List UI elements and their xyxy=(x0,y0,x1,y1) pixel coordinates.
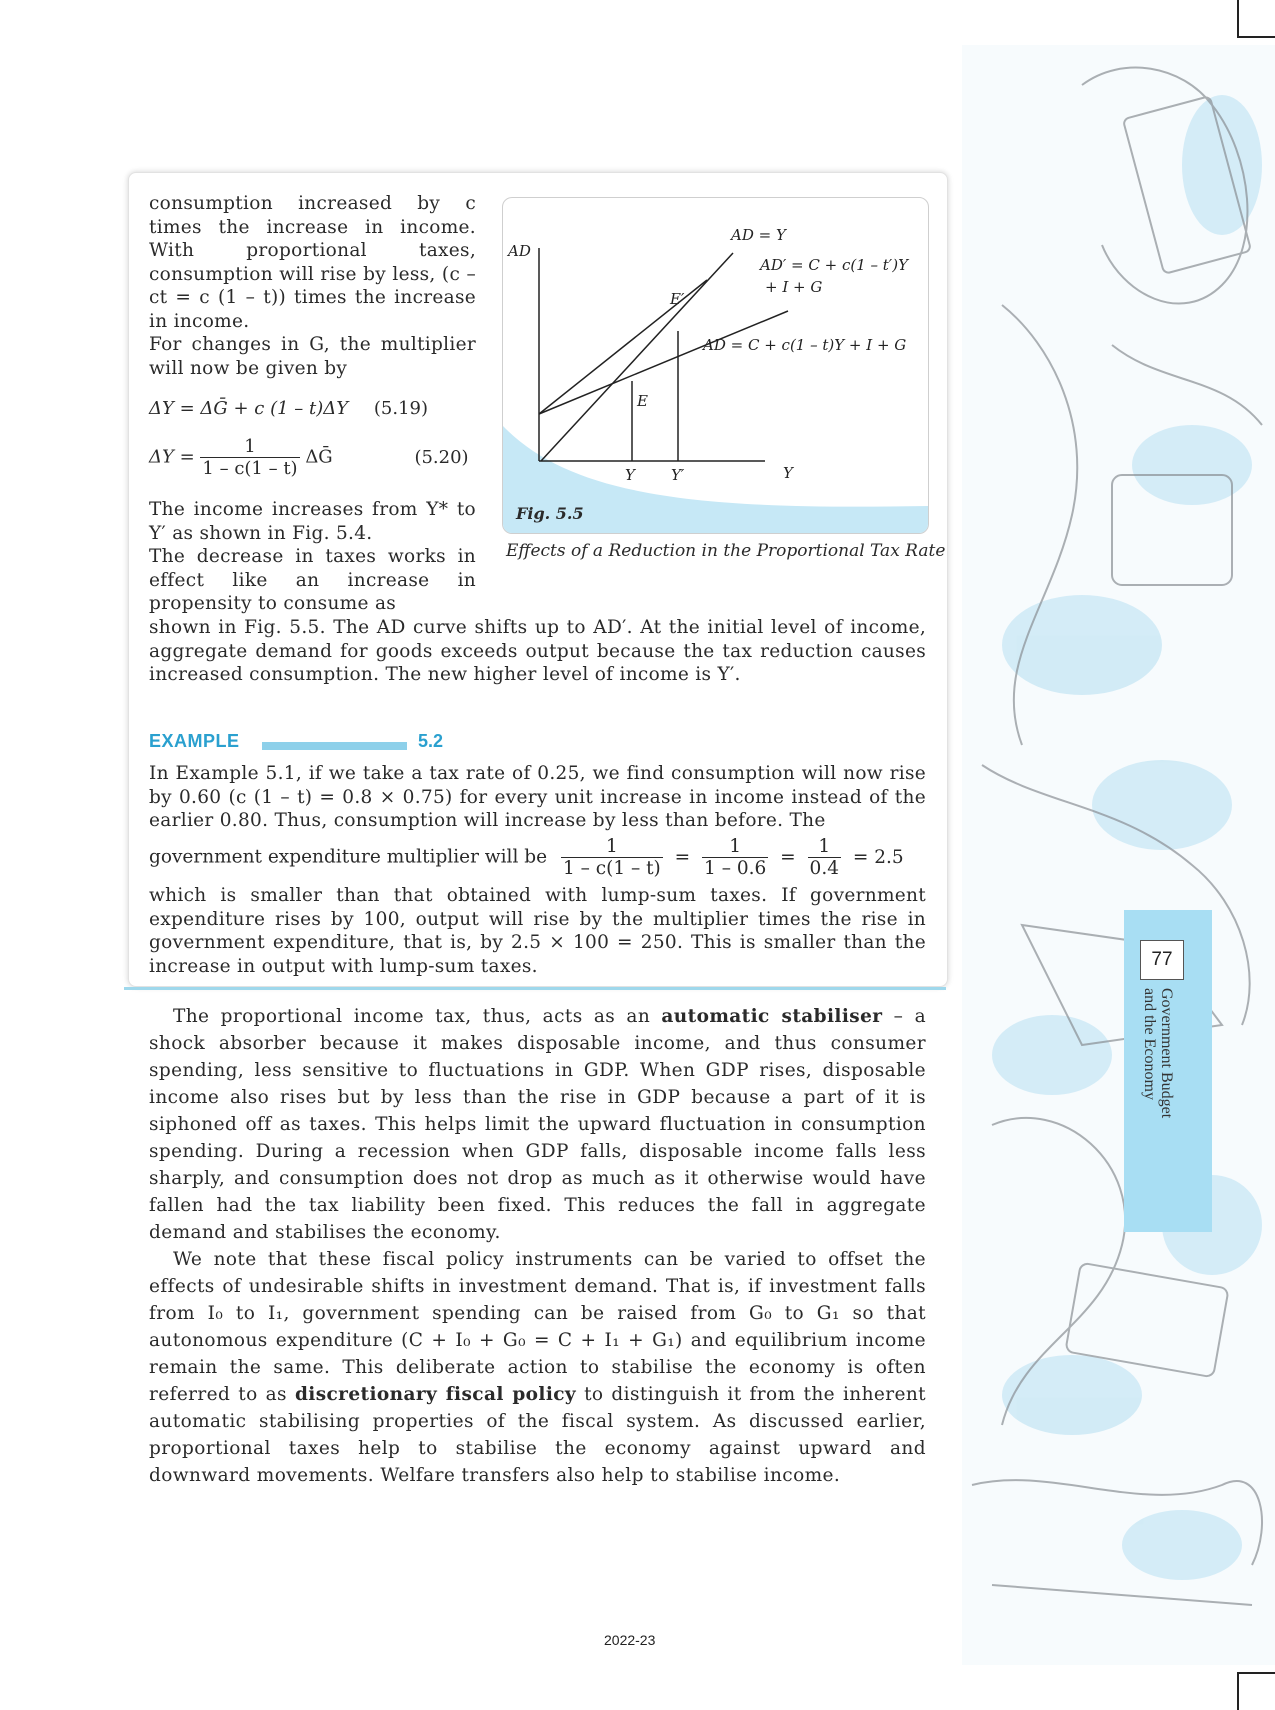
equation-5-20-fraction xyxy=(200,436,299,479)
footer-year: 2022-23 xyxy=(604,1632,656,1648)
paragraph-2-rest: to distinguish it from the inherent automatic stabilising properties of the fiscal system. As discussed earlier, proportional taxes help to stabilise the economy against upward and downward movements. Welfare transfers also help to stabilise income. xyxy=(149,1384,927,1486)
equation-5-19-body: ΔY = ΔḠ + c (1 – t)ΔY xyxy=(149,398,349,419)
paragraph-tax-decrease: The decrease in taxes works in effect like an increase in propensity to consume as xyxy=(149,546,476,614)
chapter-title-line-1: Government Budget xyxy=(1158,988,1175,1119)
term-automatic-stabiliser: automatic stabiliser xyxy=(661,1006,883,1027)
example-fraction-3-num: 1 xyxy=(818,836,831,857)
paragraph-1-lead: The proportional income tax, thus, acts as an xyxy=(173,1006,651,1027)
example-equals-1: = xyxy=(674,846,691,868)
term-discretionary-fiscal-policy: discretionary fiscal policy xyxy=(294,1384,577,1405)
continuation-text xyxy=(149,616,926,687)
example-text-bottom xyxy=(149,884,926,978)
label-ad-prime-line2: + I + G xyxy=(765,278,823,296)
example-number: 5.2 xyxy=(418,731,444,751)
example-paragraph-1: In Example 5.1, if we take a tax rate of 0.25, we find consumption will now rise by 0.60 (c (1 – t) = 0.8 × 0.75) for every unit increase in income instead of the earlier 0.80. Thus, consumption will increase by less than before. The xyxy=(149,763,926,831)
paragraph-income-increase: The income increases from Y* to Y′ as shown in Fig. 5.4. xyxy=(149,499,476,544)
equation-5-20-denominator: 1 – c(1 – t) xyxy=(202,458,298,479)
example-fraction-2-num: 1 xyxy=(729,836,742,857)
crop-mark-bottom-right xyxy=(1237,1672,1275,1710)
left-column-text xyxy=(149,192,476,380)
chapter-title xyxy=(1141,988,1175,1188)
example-text-top xyxy=(149,762,926,833)
paragraph-1-rest: – a shock absorber because it makes disposable income, and thus consumer spending, less sensitive to fluctuations in GDP. When GDP rises, disposable income also rises but by less than the rise in GDP because a part of it is siphoned off as taxes. This helps limit the upward fluctuation in consumption spending. During a recession when GDP falls, disposable income falls less sharply, and consumption does not drop as much as it otherwise would have fallen had the tax liability been fixed. This reduces the fall in aggregate demand and stabilises the economy. xyxy=(149,1006,926,1243)
paragraph-automatic-stabiliser xyxy=(149,1003,926,1246)
paragraph-changes-in-g: For changes in G, the multiplier will now be given by xyxy=(149,334,476,379)
figure-5-5-panel xyxy=(502,197,929,534)
body-text xyxy=(149,1003,926,1489)
tick-label-y-prime: Y′ xyxy=(671,466,685,484)
example-fraction-3 xyxy=(808,836,841,879)
equation-5-19-number: (5.19) xyxy=(373,398,429,419)
paragraph-multiplier-intro: consumption increased by c times the increase in income. With proportional taxes, consumption will rise by less, (c – ct = c (1 – t)) times the increase in income. xyxy=(149,193,476,332)
equation-5-20-tail: ΔḠ xyxy=(305,446,333,468)
example-heading: EXAMPLE xyxy=(149,731,240,751)
page-number: 77 xyxy=(1140,940,1184,980)
example-equals-2: = xyxy=(780,846,796,868)
equation-5-19 xyxy=(149,398,428,419)
example-heading-bar xyxy=(262,742,407,750)
line-ad-equals-y xyxy=(541,253,733,461)
paragraph-ad-shift: shown in Fig. 5.5. The AD curve shifts up to AD′. At the initial level of income, aggregate demand for goods exceeds output because the tax reduction causes increased consumption. The new higher level of income is Y′. xyxy=(149,617,926,685)
example-result: = 2.5 xyxy=(852,846,904,868)
paragraph-discretionary-policy xyxy=(149,1246,926,1489)
example-multiplier-lead: government expenditure multiplier will be xyxy=(149,846,548,868)
label-ad-equals-y: AD = Y xyxy=(731,226,786,244)
margin-illustration xyxy=(962,45,1275,1665)
example-multiplier-equation xyxy=(149,836,904,879)
paragraph-2-lead: We note that these fiscal policy instruments can be varied to offset the effects of undesirable shifts in investment demand. That is, if investment falls from I₀ to I₁, government spending can be raised from G₀ to G₁ so that autonomous expenditure (C + I₀ + G₀ = C + I₁ + G₁) and equilibrium income remain the same. This deliberate action to stabilise the economy is often referred to as xyxy=(149,1249,926,1405)
example-fraction-2 xyxy=(702,836,768,879)
label-y-axis: Y xyxy=(783,464,793,482)
left-column-lower-text xyxy=(149,498,476,616)
example-paragraph-3: which is smaller than that obtained with lump-sum taxes. If government expenditure rises by 100, output will rise by the multiplier times the rise in government expenditure, that is, by 2.5 × 100 = 250. This is smaller than the increase in output with lump-sum taxes. xyxy=(149,885,926,977)
figure-label: Fig. 5.5 xyxy=(516,504,584,523)
example-fraction-1 xyxy=(561,836,663,879)
label-ad-prime-line1: AD′ = C + c(1 – t′)Y xyxy=(760,256,908,274)
example-fraction-1-den: 1 – c(1 – t) xyxy=(562,858,661,879)
label-point-e: E xyxy=(637,392,648,410)
line-ad-initial xyxy=(539,311,788,414)
chapter-title-line-2: and the Economy xyxy=(1141,988,1158,1100)
example-fraction-3-den: 0.4 xyxy=(809,858,839,879)
equation-5-20-numerator: 1 xyxy=(244,436,256,457)
label-point-e-prime: E′ xyxy=(670,290,685,308)
equation-5-20 xyxy=(149,436,469,479)
example-fraction-1-num: 1 xyxy=(605,836,618,857)
figure-caption: Effects of a Reduction in the Proportional Tax Rate xyxy=(506,541,946,561)
example-fraction-2-den: 1 – 0.6 xyxy=(704,858,767,879)
figure-5-5-chart xyxy=(503,198,928,533)
section-divider xyxy=(124,987,946,990)
equation-5-20-lhs: ΔY = xyxy=(149,446,195,468)
label-ad-axis: AD xyxy=(508,242,531,260)
crop-mark-top-right xyxy=(1237,0,1275,38)
label-ad-initial: AD = C + c(1 – t)Y + I + G xyxy=(703,336,907,354)
equation-5-20-number: (5.20) xyxy=(414,446,469,468)
tick-label-y: Y xyxy=(625,466,635,484)
